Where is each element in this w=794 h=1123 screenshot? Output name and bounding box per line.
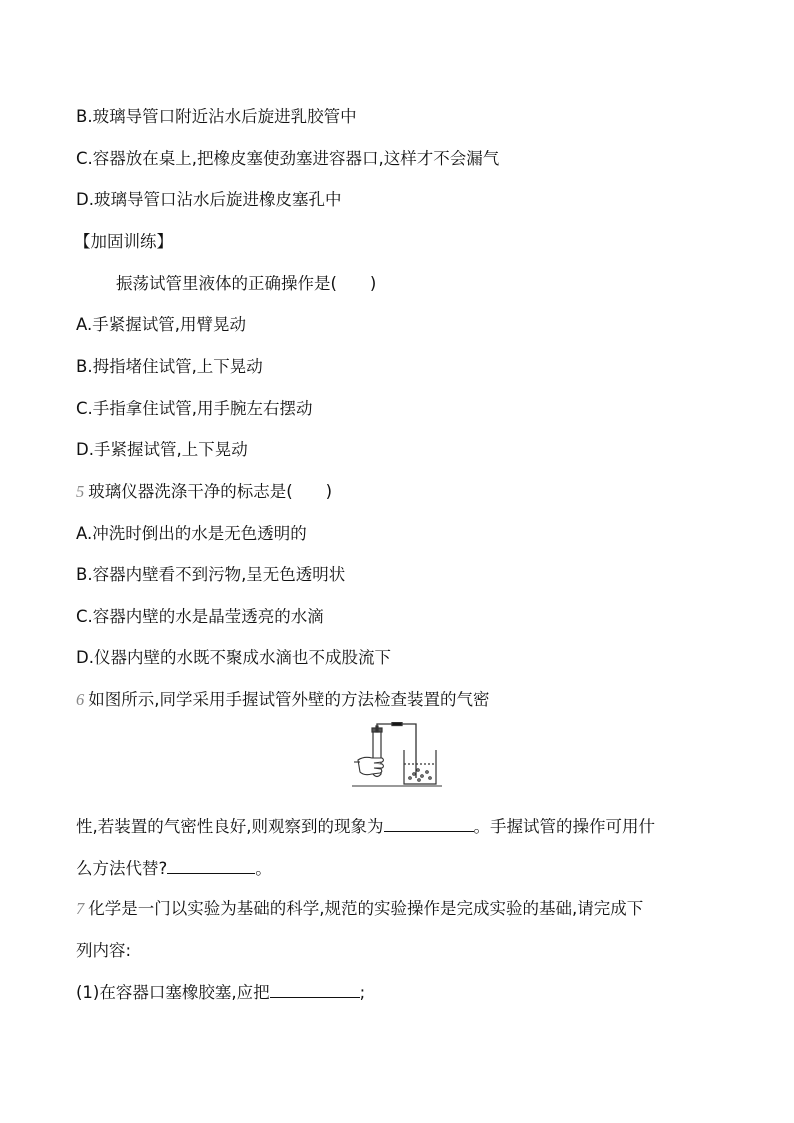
question-5-number: 5 [76,482,85,501]
question-4-option-a: A.手紧握试管,用臂晃动 [76,315,246,334]
question-4-option-b: B.拇指堵住试管,上下晃动 [76,357,263,376]
question-4-stem: 振荡试管里液体的正确操作是( ) [116,274,377,293]
question-7-stem: 化学是一门以实验为基础的科学,规范的实验操作是完成实验的基础,请完成下 [88,899,644,918]
beaker-icon [404,750,436,784]
question-7-number: 7 [76,899,85,918]
question-6-continuation-1 [76,815,655,838]
question-6-continuation-2-end: 。 [255,859,272,878]
question-6-continuation-2 [76,857,272,880]
section-heading: 【加固训练】 [74,232,173,251]
question-5-option-c: C.容器内壁的水是晶莹透亮的水滴 [76,607,324,626]
question-5-stem-line [76,481,332,503]
option-c-previous: C.容器放在桌上,把橡皮塞使劲塞进容器口,这样才不会漏气 [76,149,500,168]
answer-blank-stopper[interactable] [270,981,360,998]
question-5-option-a: A.冲洗时倒出的水是无色透明的 [76,524,307,543]
question-4-option-c: C.手指拿住试管,用手腕左右摆动 [76,399,313,418]
question-6-continuation-1-end: 。手握试管的操作可用什 [473,817,655,836]
question-7-stem-line [76,898,643,920]
question-6-continuation-2-text: 么方法代替? [76,859,168,878]
question-5-stem: 玻璃仪器洗涤干净的标志是( ) [88,482,333,501]
answer-blank-alternative-method[interactable] [167,857,255,874]
question-7-continuation: 列内容: [76,941,132,960]
question-6-continuation-1-text: 性,若装置的气密性良好,则观察到的现象为 [76,817,384,836]
question-7-part-1-text: (1)在容器口塞橡胶塞,应把 [76,983,270,1002]
airtightness-apparatus-figure [352,722,442,788]
question-6-number: 6 [76,690,85,709]
question-6-stem-line [76,689,490,711]
question-6-stem: 如图所示,同学采用手握试管外壁的方法检查装置的气密 [88,690,490,709]
question-7-part-1-end: ; [359,983,366,1002]
option-b-previous: B.玻璃导管口附近沾水后旋进乳胶管中 [76,107,357,126]
delivery-tube-icon [377,723,416,779]
answer-blank-observation[interactable] [384,815,474,832]
question-7-part-1 [76,981,365,1004]
option-d-previous: D.玻璃导管口沾水后旋进橡皮塞孔中 [76,190,342,209]
hand-icon [354,757,384,774]
question-5-option-d: D.仪器内壁的水既不聚成水滴也不成股流下 [76,648,391,667]
question-5-option-b: B.容器内壁看不到污物,呈无色透明状 [76,565,346,584]
question-4-option-d: D.手紧握试管,上下晃动 [76,440,248,459]
